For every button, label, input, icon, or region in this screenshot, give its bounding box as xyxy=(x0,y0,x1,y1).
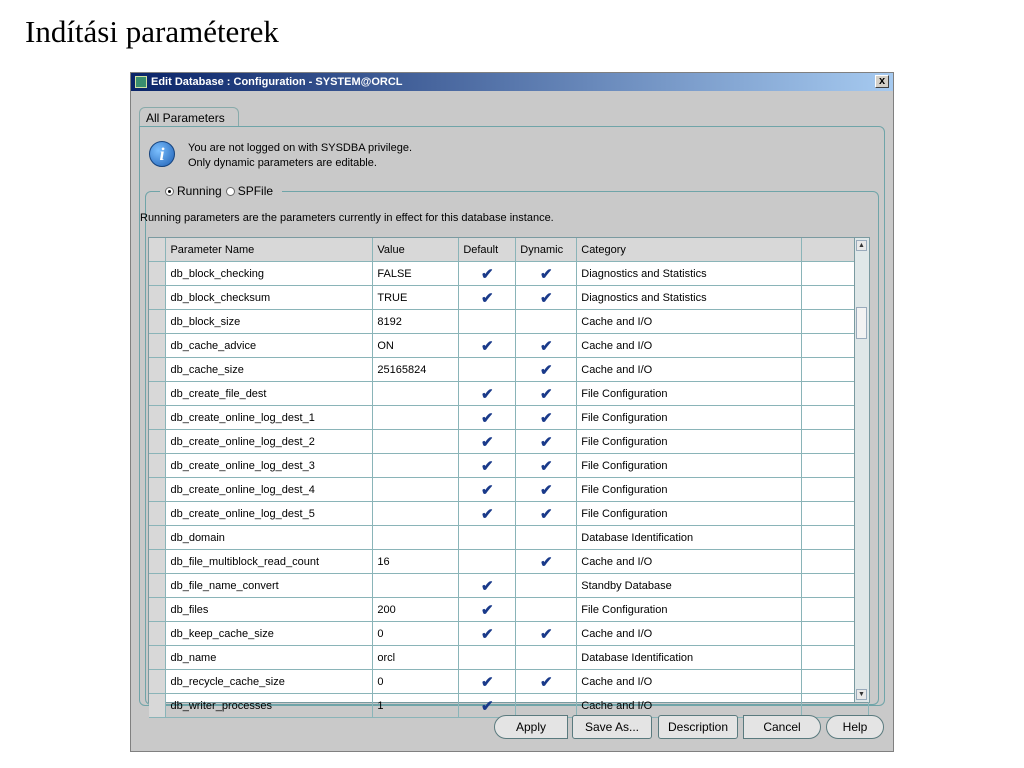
dynamic-check-icon[interactable]: ✔ xyxy=(516,670,577,694)
row-selector[interactable] xyxy=(149,310,166,334)
dynamic-check-icon[interactable]: ✔ xyxy=(516,430,577,454)
row-selector[interactable] xyxy=(149,526,166,550)
table-row[interactable] xyxy=(149,262,869,286)
parameter-mode-group xyxy=(140,184,879,715)
default-check-icon[interactable]: ✔ xyxy=(459,670,516,694)
tab-panel xyxy=(139,126,885,715)
row-selector[interactable] xyxy=(149,694,166,718)
scroll-up-arrow-icon[interactable]: ▲ xyxy=(856,240,867,251)
row-selector[interactable] xyxy=(149,406,166,430)
value-cell[interactable] xyxy=(373,454,459,478)
category-cell[interactable]: File Configuration xyxy=(577,478,802,502)
value-cell[interactable]: 25165824 xyxy=(373,358,459,382)
table-row[interactable] xyxy=(149,454,869,478)
mode-legend xyxy=(160,184,282,198)
row-selector[interactable] xyxy=(149,598,166,622)
default-check-icon[interactable]: ✔ xyxy=(459,502,516,526)
column-header-default[interactable]: Default xyxy=(459,238,516,262)
category-cell[interactable]: Cache and I/O xyxy=(577,358,802,382)
value-cell[interactable] xyxy=(373,502,459,526)
spfile-radio-label[interactable]: SPFile xyxy=(237,184,274,198)
row-selector[interactable] xyxy=(149,478,166,502)
window-title: Edit Database : Configuration - SYSTEM@ORCL xyxy=(151,76,403,88)
default-check-icon[interactable]: ✔ xyxy=(459,454,516,478)
table-row[interactable] xyxy=(149,406,869,430)
default-check-icon[interactable] xyxy=(459,358,516,382)
column-header-value[interactable]: Value xyxy=(373,238,459,262)
default-check-icon[interactable]: ✔ xyxy=(459,574,516,598)
value-cell[interactable]: ON xyxy=(373,334,459,358)
category-cell[interactable]: File Configuration xyxy=(577,382,802,406)
dynamic-check-icon[interactable]: ✔ xyxy=(516,262,577,286)
parameters-grid xyxy=(149,238,869,718)
row-selector[interactable] xyxy=(149,550,166,574)
default-check-icon[interactable]: ✔ xyxy=(459,478,516,502)
category-cell[interactable]: Cache and I/O xyxy=(577,694,802,718)
edit-database-dialog xyxy=(130,72,894,752)
category-cell[interactable]: File Configuration xyxy=(577,598,802,622)
value-cell[interactable] xyxy=(373,526,459,550)
column-header-dynamic[interactable]: Dynamic xyxy=(516,238,577,262)
info-line-2: Only dynamic parameters are editable. xyxy=(188,157,377,169)
dynamic-check-icon[interactable]: ✔ xyxy=(516,406,577,430)
value-cell[interactable]: orcl xyxy=(373,646,459,670)
category-cell[interactable]: Cache and I/O xyxy=(577,550,802,574)
category-cell[interactable]: File Configuration xyxy=(577,502,802,526)
row-selector[interactable] xyxy=(149,622,166,646)
default-check-icon[interactable]: ✔ xyxy=(459,430,516,454)
value-cell[interactable]: 16 xyxy=(373,550,459,574)
dynamic-check-icon[interactable]: ✔ xyxy=(516,334,577,358)
title-bar xyxy=(131,73,893,91)
table-row[interactable] xyxy=(149,502,869,526)
close-button[interactable]: x xyxy=(875,75,889,88)
default-check-icon[interactable]: ✔ xyxy=(459,262,516,286)
default-check-icon[interactable] xyxy=(459,310,516,334)
dynamic-check-icon[interactable]: ✔ xyxy=(516,454,577,478)
vertical-scrollbar[interactable] xyxy=(854,238,869,702)
parameter-name-cell[interactable]: db_create_online_log_dest_2 xyxy=(166,430,373,454)
running-radio[interactable] xyxy=(165,187,174,196)
category-cell[interactable]: Database Identification xyxy=(577,646,802,670)
category-cell[interactable]: File Configuration xyxy=(577,430,802,454)
parameter-name-cell[interactable]: db_file_multiblock_read_count xyxy=(166,550,373,574)
table-row[interactable] xyxy=(149,358,869,382)
category-cell[interactable]: Diagnostics and Statistics xyxy=(577,262,802,286)
dynamic-check-icon[interactable]: ✔ xyxy=(516,478,577,502)
spfile-radio[interactable] xyxy=(226,187,235,196)
category-cell[interactable]: File Configuration xyxy=(577,454,802,478)
parameter-name-cell[interactable]: db_keep_cache_size xyxy=(166,622,373,646)
category-cell[interactable]: File Configuration xyxy=(577,406,802,430)
value-cell[interactable] xyxy=(373,382,459,406)
dynamic-check-icon[interactable] xyxy=(516,526,577,550)
parameters-table xyxy=(148,237,870,715)
value-cell[interactable]: 0 xyxy=(373,622,459,646)
value-cell[interactable] xyxy=(373,430,459,454)
category-cell[interactable]: Database Identification xyxy=(577,526,802,550)
table-row[interactable] xyxy=(149,670,869,694)
default-check-icon[interactable]: ✔ xyxy=(459,286,516,310)
table-row[interactable] xyxy=(149,478,869,502)
scroll-down-arrow-icon[interactable]: ▼ xyxy=(856,689,867,700)
default-check-icon[interactable]: ✔ xyxy=(459,622,516,646)
value-cell[interactable]: 0 xyxy=(373,670,459,694)
value-cell[interactable]: 8192 xyxy=(373,310,459,334)
category-cell[interactable]: Cache and I/O xyxy=(577,622,802,646)
dynamic-check-icon[interactable]: ✔ xyxy=(516,358,577,382)
save-as-button[interactable]: Save As... xyxy=(572,715,652,739)
table-row[interactable] xyxy=(149,310,869,334)
table-row[interactable] xyxy=(149,550,869,574)
info-icon: i xyxy=(149,141,175,167)
value-cell[interactable]: FALSE xyxy=(373,262,459,286)
parameter-name-cell[interactable]: db_create_online_log_dest_4 xyxy=(166,478,373,502)
dynamic-check-icon[interactable]: ✔ xyxy=(516,382,577,406)
value-cell[interactable] xyxy=(373,406,459,430)
dynamic-check-icon[interactable]: ✔ xyxy=(516,286,577,310)
table-row[interactable] xyxy=(149,598,869,622)
row-selector[interactable] xyxy=(149,286,166,310)
category-cell[interactable]: Standby Database xyxy=(577,574,802,598)
row-selector[interactable] xyxy=(149,646,166,670)
running-radio-label[interactable]: Running xyxy=(177,184,222,198)
row-selector[interactable] xyxy=(149,574,166,598)
row-header-corner xyxy=(149,238,166,262)
help-button[interactable]: Help xyxy=(826,715,884,739)
slide-title: Indítási paraméterek xyxy=(25,14,279,49)
scroll-thumb[interactable] xyxy=(856,307,867,339)
dynamic-check-icon[interactable]: ✔ xyxy=(516,550,577,574)
dynamic-check-icon[interactable] xyxy=(516,574,577,598)
parameter-name-cell[interactable]: db_block_checksum xyxy=(166,286,373,310)
table-row[interactable] xyxy=(149,430,869,454)
column-header-parameter-name[interactable]: Parameter Name xyxy=(166,238,373,262)
table-row[interactable] xyxy=(149,574,869,598)
row-selector[interactable] xyxy=(149,670,166,694)
default-check-icon[interactable]: ✔ xyxy=(459,334,516,358)
value-cell[interactable] xyxy=(373,478,459,502)
default-check-icon[interactable] xyxy=(459,526,516,550)
default-check-icon[interactable] xyxy=(459,646,516,670)
row-selector[interactable] xyxy=(149,382,166,406)
table-row[interactable] xyxy=(149,694,869,718)
default-check-icon[interactable]: ✔ xyxy=(459,382,516,406)
category-cell[interactable]: Cache and I/O xyxy=(577,670,802,694)
info-line-1: You are not logged on with SYSDBA privilege. xyxy=(188,142,413,154)
app-icon xyxy=(135,76,147,88)
table-row[interactable] xyxy=(149,382,869,406)
value-cell[interactable]: 1 xyxy=(373,694,459,718)
row-selector[interactable] xyxy=(149,262,166,286)
parameter-name-cell[interactable]: db_create_online_log_dest_5 xyxy=(166,502,373,526)
value-cell[interactable]: TRUE xyxy=(373,286,459,310)
dynamic-check-icon[interactable] xyxy=(516,694,577,718)
default-check-icon[interactable]: ✔ xyxy=(459,694,516,718)
parameter-name-cell[interactable]: db_block_size xyxy=(166,310,373,334)
parameter-name-cell[interactable]: db_create_online_log_dest_1 xyxy=(166,406,373,430)
table-row[interactable] xyxy=(149,526,869,550)
table-row[interactable] xyxy=(149,646,869,670)
dynamic-check-icon[interactable]: ✔ xyxy=(516,622,577,646)
row-selector[interactable] xyxy=(149,430,166,454)
row-selector[interactable] xyxy=(149,358,166,382)
dynamic-check-icon[interactable] xyxy=(516,310,577,334)
default-check-icon[interactable]: ✔ xyxy=(459,598,516,622)
table-row[interactable] xyxy=(149,622,869,646)
default-check-icon[interactable] xyxy=(459,550,516,574)
row-selector[interactable] xyxy=(149,334,166,358)
row-selector[interactable] xyxy=(149,454,166,478)
parameter-name-cell[interactable]: db_block_checking xyxy=(166,262,373,286)
value-cell[interactable] xyxy=(373,574,459,598)
dynamic-check-icon[interactable] xyxy=(516,598,577,622)
tab-all-parameters[interactable]: All Parameters xyxy=(139,107,239,127)
parameter-name-cell[interactable]: db_file_name_convert xyxy=(166,574,373,598)
parameter-name-cell[interactable]: db_writer_processes xyxy=(166,694,373,718)
category-cell[interactable]: Diagnostics and Statistics xyxy=(577,286,802,310)
parameter-name-cell[interactable]: db_cache_advice xyxy=(166,334,373,358)
category-cell[interactable]: Cache and I/O xyxy=(577,310,802,334)
parameter-name-cell[interactable]: db_create_online_log_dest_3 xyxy=(166,454,373,478)
parameter-name-cell[interactable]: db_files xyxy=(166,598,373,622)
parameter-name-cell[interactable]: db_cache_size xyxy=(166,358,373,382)
table-row[interactable] xyxy=(149,334,869,358)
dynamic-check-icon[interactable] xyxy=(516,646,577,670)
parameter-name-cell[interactable]: db_create_file_dest xyxy=(166,382,373,406)
default-check-icon[interactable]: ✔ xyxy=(459,406,516,430)
mode-description: Running parameters are the parameters currently in effect for this database instance. xyxy=(140,212,554,224)
parameter-name-cell[interactable]: db_domain xyxy=(166,526,373,550)
parameter-name-cell[interactable]: db_name xyxy=(166,646,373,670)
category-cell[interactable]: Cache and I/O xyxy=(577,334,802,358)
parameter-name-cell[interactable]: db_recycle_cache_size xyxy=(166,670,373,694)
info-message xyxy=(188,141,412,171)
column-header-category[interactable]: Category xyxy=(577,238,802,262)
table-header-row xyxy=(149,238,869,262)
cancel-button[interactable]: Cancel xyxy=(743,715,821,739)
apply-button[interactable]: Apply xyxy=(494,715,568,739)
value-cell[interactable]: 200 xyxy=(373,598,459,622)
dynamic-check-icon[interactable]: ✔ xyxy=(516,502,577,526)
row-selector[interactable] xyxy=(149,502,166,526)
table-row[interactable] xyxy=(149,286,869,310)
description-button[interactable]: Description xyxy=(658,715,738,739)
